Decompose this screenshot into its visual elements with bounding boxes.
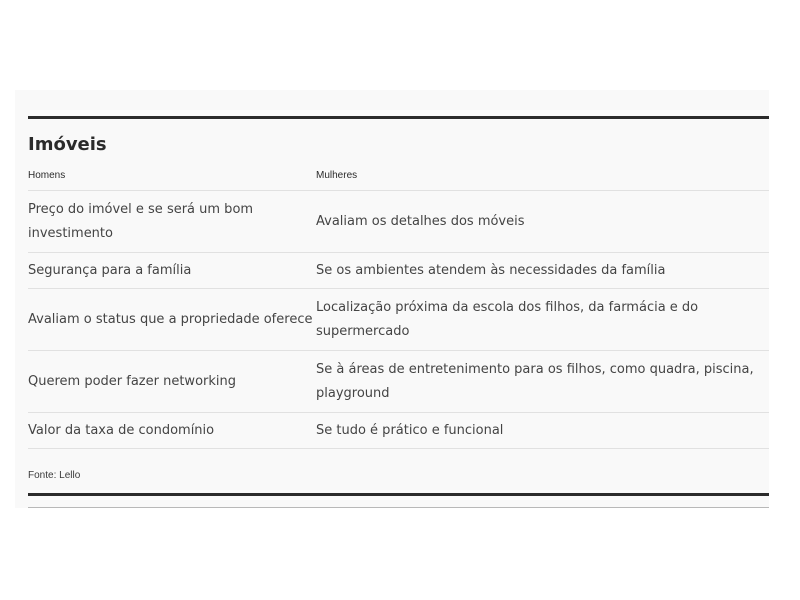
cell-homens: Valor da taxa de condomínio [28, 422, 215, 438]
table-header-row [28, 160, 769, 191]
source-note: Fonte: Lello [28, 469, 81, 481]
cell-mulheres: Avaliam os detalhes dos móveis [316, 213, 525, 229]
bottom-divider [28, 493, 769, 496]
cell-homens: Querem poder fazer networking [28, 373, 236, 389]
cell-mulheres: Se os ambientes atendem às necessidades da família [316, 262, 666, 278]
table-row [28, 413, 769, 449]
comparison-table [28, 119, 769, 501]
cell-homens: Segurança para a família [28, 262, 192, 278]
cell-mulheres: Localização próxima da escola dos filhos, da farmácia e do supermercado [316, 299, 699, 339]
header-homens: Homens [28, 169, 66, 181]
table-row [28, 191, 769, 253]
cell-mulheres: Se tudo é prático e funcional [316, 422, 504, 438]
table-row [28, 253, 769, 289]
table-row [28, 289, 769, 351]
table-row [28, 351, 769, 413]
table-title: Imóveis [28, 134, 107, 155]
header-mulheres: Mulheres [316, 169, 358, 181]
cell-homens: Avaliam o status que a propriedade oferece [28, 311, 313, 327]
cell-homens: Preço do imóvel e se será um bom investimento [28, 201, 254, 241]
thin-divider [28, 507, 769, 508]
cell-mulheres: Se à áreas de entretenimento para os filhos, como quadra, piscina, playground [316, 361, 754, 401]
